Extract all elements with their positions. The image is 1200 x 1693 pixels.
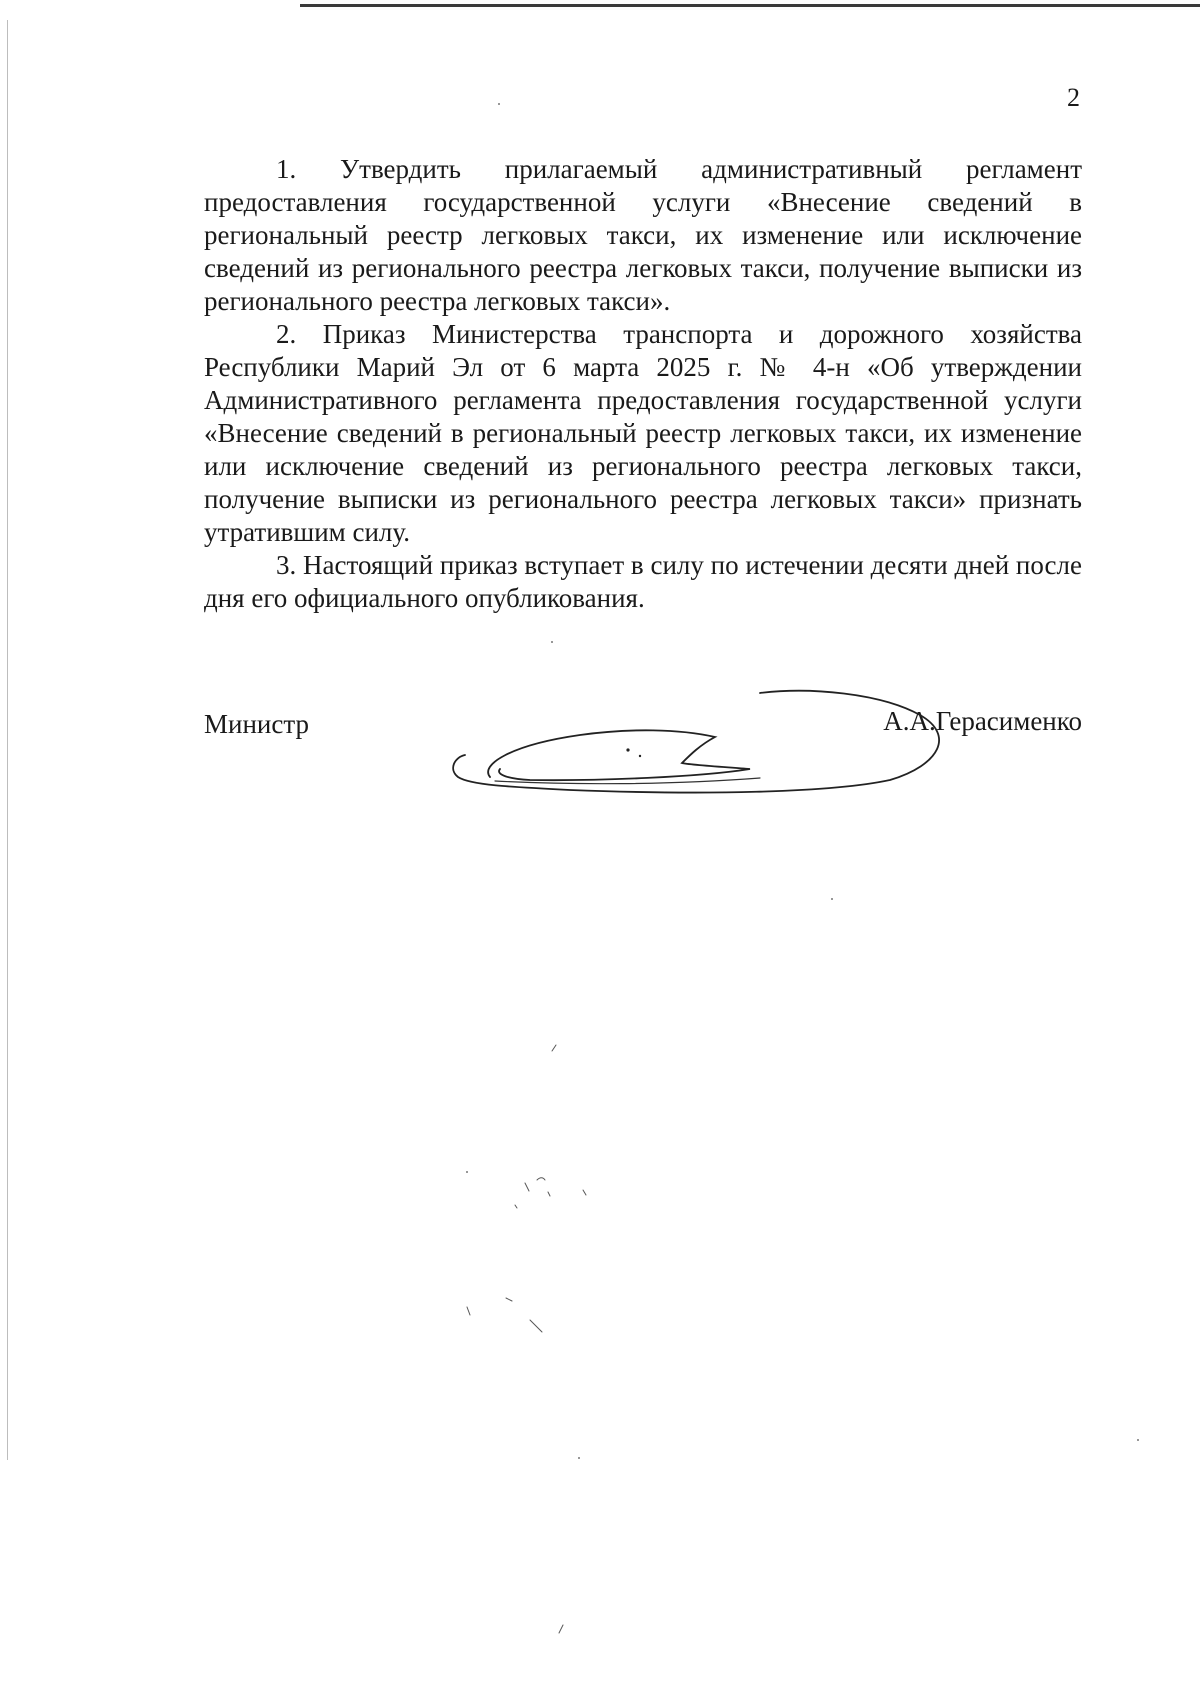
paragraph-2: 2. Приказ Министерства транспорта и дорожного хозяйства Республики Марий Эл от 6 марта 2025 г. № 4-н «Об утверждении Административного регламента предоставления государственной услуги «Внесение сведений в региональный реестр легковых такси, их изменение или исключение сведений из регионального реестра легковых такси, получение выписки из регионального реестра легковых такси» признать утратившим силу. xyxy=(204,319,1082,547)
scan-left-edge xyxy=(7,20,8,1460)
paragraph-3: 3. Настоящий приказ вступает в силу по истечении десяти дней после дня его официального опубликования. xyxy=(204,550,1082,613)
handwritten-signature xyxy=(450,685,970,815)
signer-title: Министр xyxy=(204,709,309,739)
scan-top-border xyxy=(300,4,1200,7)
paragraph-1: 1. Утвердить прилагаемый административный регламент предоставления государственной услуги «Внесение сведений в региональный реестр легковых такси, их изменение или исключение сведений из регионального реестра легковых такси, получение выписки из регионального реестра легковых такси». xyxy=(204,154,1082,316)
signer-name: А.А.Герасименко xyxy=(883,706,1082,736)
document-body xyxy=(204,153,1082,615)
page-number: 2 xyxy=(1067,83,1080,112)
